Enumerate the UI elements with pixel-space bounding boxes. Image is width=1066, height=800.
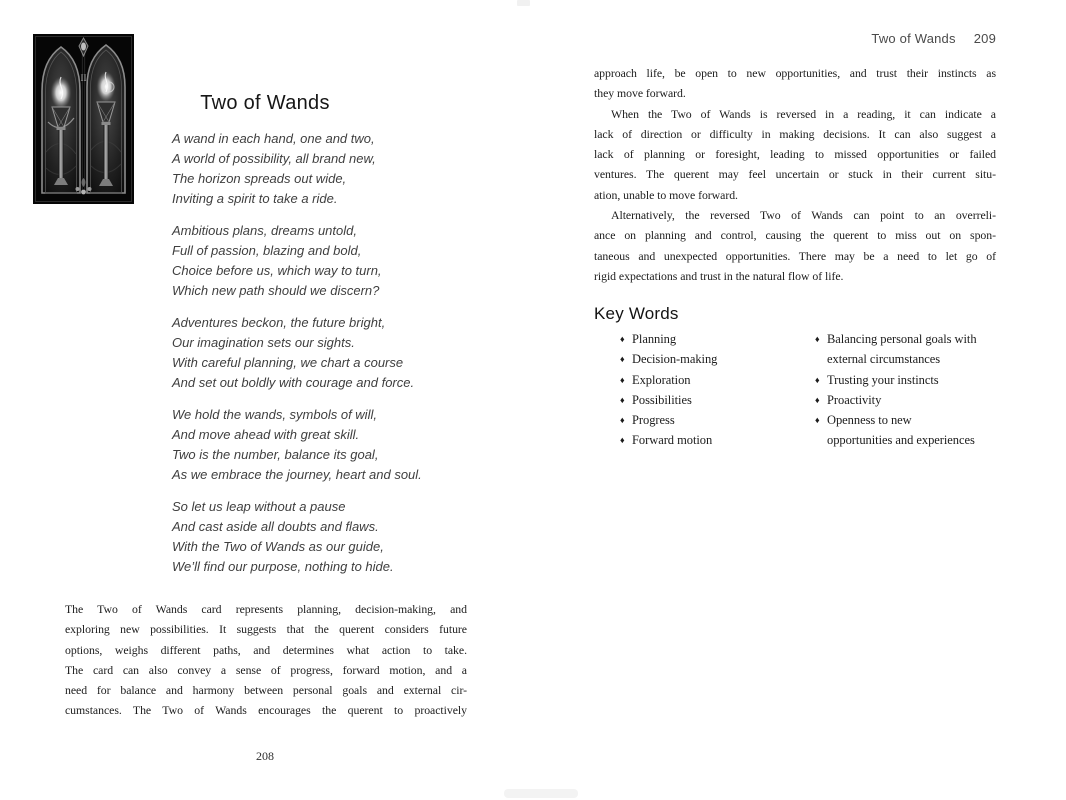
keyword-item [815,410,977,451]
bullet-icon: ♦ [815,394,820,405]
running-header [871,31,996,47]
running-header-title: Two of Wands [871,31,956,46]
keyword-label: Planning [632,332,677,346]
card-numeral: II [80,73,87,83]
keyword-label: Balancing personal goals with external circumstances [827,332,977,367]
body-paragraph: Alternatively, the reversed Two of Wands can point to an overreli- ance on planning and control, causing the querent to miss out on spon- taneous and unexpected opportunities. There may be a need to let go of rigid expectations and trust in the natural flow of life. [594,208,996,283]
bullet-icon: ♦ [620,415,625,426]
keywords-column-left [620,329,717,451]
poem-stanza: Ambitious plans, dreams untold, Full of passion, blazing and bold, Choice before us, which way to turn, Which new path should we discern? [172,223,382,298]
keyword-label: Decision-making [632,352,718,367]
card-title: Two of Wands [200,92,330,114]
bullet-icon: ♦ [620,394,625,405]
poem-stanza: So let us leap without a pause And cast aside all doubts and flaws. With the Two of Wands as our guide, We’ll find our purpose, nothing to hide. [172,499,394,574]
keyword-label: Possibilities [632,392,692,407]
bullet-icon: ♦ [620,354,625,365]
poem-stanza: We hold the wands, symbols of will, And move ahead with great skill. Two is the number, balance its goal, As we embrace the journey, heart and soul. [172,407,422,482]
keywords-heading: Key Words [594,304,679,323]
keyword-item [620,430,717,450]
page-number: 209 [973,31,996,46]
body-text [594,63,996,286]
keyword-item [620,390,717,410]
bullet-icon: ♦ [620,435,625,446]
bullet-icon: ♦ [815,374,820,385]
scan-artifact-bottom [504,789,578,798]
poem-stanza: Adventures beckon, the future bright, Our imagination sets our sights. With careful planning, we chart a course And set out boldly with courage and force. [172,315,415,390]
keyword-item [620,329,717,349]
body-paragraph: approach life, be open to new opportunities, and trust their instincts as they move forward. [594,66,996,101]
poem [172,129,472,589]
page-right [594,0,996,800]
keyword-item [620,410,717,430]
bullet-icon: ♦ [815,334,820,344]
keyword-item [620,370,717,390]
keyword-label: Exploration [632,372,691,387]
keyword-label: Progress [632,413,675,428]
bullet-icon: ♦ [620,374,625,385]
body-paragraph: When the Two of Wands is reversed in a reading, it can indicate a lack of direction or difficulty in making decisions. It can also suggest a lack of planning or foresight, leading to missed opportunities or failed ventures. The querent may feel uncertain or stuck in their current situ- ation, unable to move forward. [594,106,996,202]
poem-stanza: A wand in each hand, one and two, A world of possibility, all brand new, The horizon spreads out wide, Inviting a spirit to take a ride. [172,131,376,206]
page-number: 208 [256,749,274,763]
keyword-label: Openness to new opportunities and experiences [827,413,975,448]
card-left-wand [42,47,80,193]
keywords-column-right [815,329,977,451]
card-right-wand [87,45,125,193]
keyword-label: Trusting your instincts [827,372,939,387]
tarot-card-image [33,34,134,204]
bullet-icon: ♦ [620,334,625,344]
keyword-label: Forward motion [632,433,713,448]
keyword-item [815,370,977,390]
keyword-item [815,329,977,370]
scan-artifact-top [517,0,530,6]
keyword-label: Proactivity [827,392,882,407]
description-paragraph: The Two of Wands card represents planning, decision-making, and exploring new possibilities. It suggests that the querent considers future options, weighs different paths, and determines what action to take. The card can also convey a sense of progress, forward motion, and a need for balance and harmony between personal goals and external cir- cumstances. The Two of Wands encourages the querent to proactively [65,602,467,718]
keyword-item [815,390,977,410]
bullet-icon: ♦ [815,415,820,426]
keyword-item [620,349,717,369]
